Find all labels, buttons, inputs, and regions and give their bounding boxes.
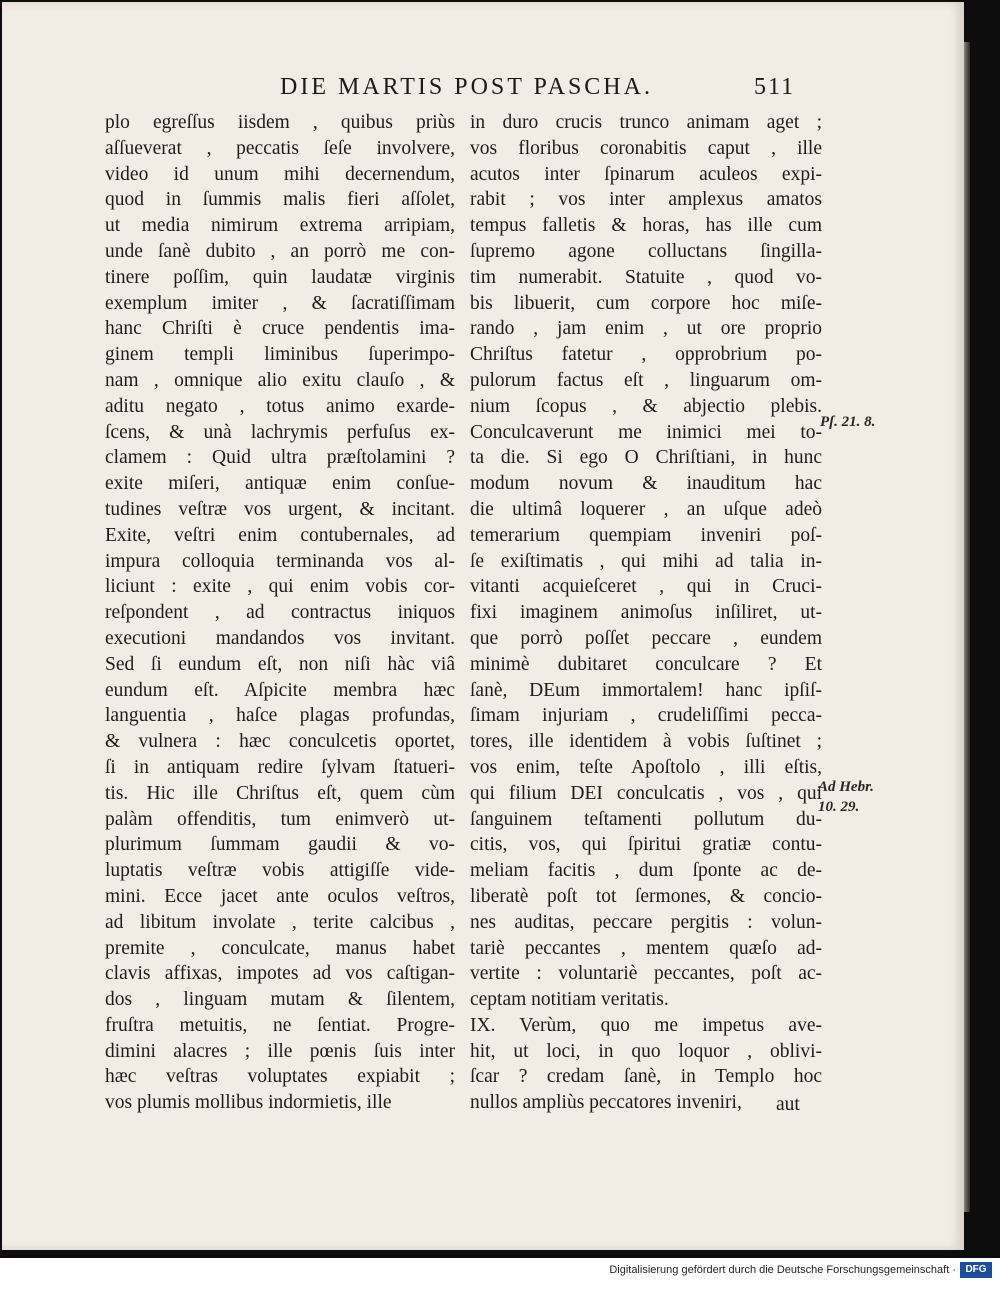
text-line: exemplum imiter , & ſacratiſſimam: [105, 292, 455, 314]
text-line: tudines veſtræ vos urgent, & incitant.: [105, 498, 455, 520]
text-line: aſſueverat , peccatis ſeſe involvere,: [105, 137, 455, 159]
text-line: ſimam injuriam , crudeliſſimi pecca-: [470, 705, 822, 727]
text-line: pulorum factus eſt , linguarum om-: [470, 369, 822, 391]
text-line: bis libuerit, cum corpore hoc miſe-: [470, 292, 822, 314]
text-line: ſe exiſtimatis , qui mihi ad talia in-: [470, 550, 822, 572]
text-line: Chriſtus fatetur , opprobrium po-: [470, 344, 822, 366]
text-line: hanc Chriſti è cruce pendentis ima-: [105, 318, 455, 340]
text-line: mini. Ecce jacet ante oculos veſtros,: [105, 885, 455, 907]
text-line: meliam facitis , dum ſponte ac de-: [470, 860, 822, 882]
text-line: vos floribus coronabitis caput , ille: [470, 137, 822, 159]
text-line: die ultimâ loquerer , an uſque adeò: [470, 498, 822, 520]
text-line: vitanti acquieſceret , qui in Cruci-: [470, 576, 822, 598]
text-line: in duro crucis trunco animam aget ;: [470, 112, 822, 133]
text-line: fixi imaginem animoſus inſiliret, ut-: [470, 602, 822, 624]
text-line: languentia , haſce plagas profundas,: [105, 705, 455, 727]
marginal-note-hebrews: [818, 777, 874, 817]
text-line: ſupremo agone colluctans ſingilla-: [470, 240, 822, 262]
text-line: vos enim, teſte Apoſtolo , illi eſtis,: [470, 756, 822, 778]
text-line: clavis affixas, impotes ad vos caſtigan-: [105, 963, 455, 985]
text-line: Sed ſi eundum eſt, non niſi hàc viâ: [105, 653, 455, 675]
text-line: tis. Hic ille Chriſtus eſt, quem cùm: [105, 782, 455, 804]
running-title: DIE MARTIS POST PASCHA.: [280, 74, 653, 100]
text-line: minimè dubitaret conculcare ? Et: [470, 653, 822, 675]
dfg-logo: DFG: [960, 1262, 992, 1278]
marginal-note-psalm: Pſ. 21. 8.: [820, 414, 876, 430]
marginal-note-hebrews-line-1: Ad Hebr.: [818, 779, 874, 795]
text-line: clamem : Quid ultra præſtolamini ?: [105, 447, 455, 469]
text-line: ad libitum involate , terite calcibus ,: [105, 911, 455, 933]
text-line: Conculcaverunt me inimici mei to-: [470, 421, 822, 443]
text-line: premite , conculcate, manus habet: [105, 937, 455, 959]
text-line: impura colloquia terminanda vos al-: [105, 550, 455, 572]
text-line: IX. Verùm, quo me impetus ave-: [470, 1014, 822, 1036]
text-line: & vulnera : hæc conculcetis oportet,: [105, 731, 455, 753]
text-line: eundum eſt. Aſpicite membra hæc: [105, 679, 455, 701]
text-line: tores, ille identidem à vobis ſuſtinet ;: [470, 731, 822, 753]
text-line: tariè peccantes , mentem quæſo ad-: [470, 937, 822, 959]
text-line: aditu negato , totus animo exarde-: [105, 395, 455, 417]
left-text-column: [105, 110, 455, 1116]
text-line: nium ſcopus , & abjectio plebis.: [470, 395, 822, 417]
text-line: hæc veſtras voluptates expiabit ;: [105, 1066, 455, 1088]
catchword: aut: [776, 1094, 800, 1115]
page-number: 511: [754, 74, 796, 100]
text-line: nam , omnique alio exitu clauſo , &: [105, 369, 455, 391]
text-line: executioni mandandos vos invitant.: [105, 627, 455, 649]
text-line: ſanguinem teſtamenti pollutum du-: [470, 808, 822, 830]
text-line: fruſtra metuitis, ne ſentiat. Progre-: [105, 1014, 455, 1036]
text-line: quod in ſummis malis fieri aſſolet,: [105, 189, 455, 211]
digitization-credit: Digitalisierung gefördert durch die Deutsche Forschungsgemeinschaft ·: [609, 1264, 956, 1276]
text-line: tinere poſſim, quin laudatæ virginis: [105, 266, 455, 288]
text-line: modum novum & inauditum hac: [470, 473, 822, 495]
text-line: tempus falletis & horas, has ille cum: [470, 215, 822, 237]
text-line: nullos ampliùs peccatores inveniri,: [470, 1092, 742, 1114]
text-line: plurimum ſummam gaudii & vo-: [105, 834, 455, 856]
marginal-note-hebrews-line-2: 10. 29.: [818, 799, 860, 815]
text-line: rando , jam enim , ut ore proprio: [470, 318, 822, 340]
text-line: reſpondent , ad contractus iniquos: [105, 602, 455, 624]
text-line: unde ſanè dubito , an porrò me con-: [105, 240, 455, 262]
text-line: qui filium DEI conculcatis , vos , qui: [470, 782, 822, 804]
text-line: ſi in antiquam redire ſylvam ſtatueri-: [105, 756, 455, 778]
text-line: ſanè, DEum immortalem! hanc ipſiſ-: [470, 679, 822, 701]
text-line: tim numerabit. Statuite , quod vo-: [470, 266, 822, 288]
text-line: acutos inter ſpinarum aculeos expi-: [470, 163, 822, 185]
text-line: liciunt : exite , qui enim vobis cor-: [105, 576, 455, 598]
text-line: dimini alacres ; ille pœnis ſuis inter: [105, 1040, 455, 1062]
text-line: dos , linguam mutam & ſilentem,: [105, 989, 455, 1011]
text-line: nes auditas, peccare pergitis : volun-: [470, 911, 822, 933]
text-line: vos plumis mollibus indormietis, ille: [105, 1092, 392, 1114]
text-line: rabit ; vos inter amplexus amatos: [470, 189, 822, 211]
text-line: ta die. Si ego O Chriſtiani, in hunc: [470, 447, 822, 469]
text-line: liberatè poſt tot ſermones, & concio-: [470, 885, 822, 907]
text-line: video id unum mihi decernendum,: [105, 163, 455, 185]
text-line: exite miſeri, antiquæ enim conſue-: [105, 473, 455, 495]
text-line: palàm offenditis, tum enimverò ut-: [105, 808, 455, 830]
text-line: temerarium quempiam inveniri poſ-: [470, 524, 822, 546]
text-line: plo egreſſus iisdem , quibus priùs: [105, 112, 455, 133]
text-line: hit, ut loci, in quo loquor , oblivi-: [470, 1040, 822, 1062]
text-line: ut media nimirum extrema arripiam,: [105, 215, 455, 237]
text-line: que porrò poſſet peccare , eundem: [470, 627, 822, 649]
text-line: ginem templi liminibus ſuperimpo-: [105, 344, 455, 366]
text-line: citis, vos, qui ſpiritui gratiæ contu-: [470, 834, 822, 856]
text-line: Exite, veſtri enim contubernales, ad: [105, 524, 455, 546]
text-line: ceptam notitiam veritatis.: [470, 989, 669, 1011]
text-line: ſcens, & unà lachrymis perfuſus ex-: [105, 421, 455, 443]
text-line: ſcar ? credam ſanè, in Templo hoc: [470, 1066, 822, 1088]
text-line: luptatis veſtræ vobis attigiſſe vide-: [105, 860, 455, 882]
right-text-column: [470, 110, 822, 1116]
text-line: vertite : voluntariè peccantes, poſt ac-: [470, 963, 822, 985]
page-edge: [964, 42, 970, 1212]
